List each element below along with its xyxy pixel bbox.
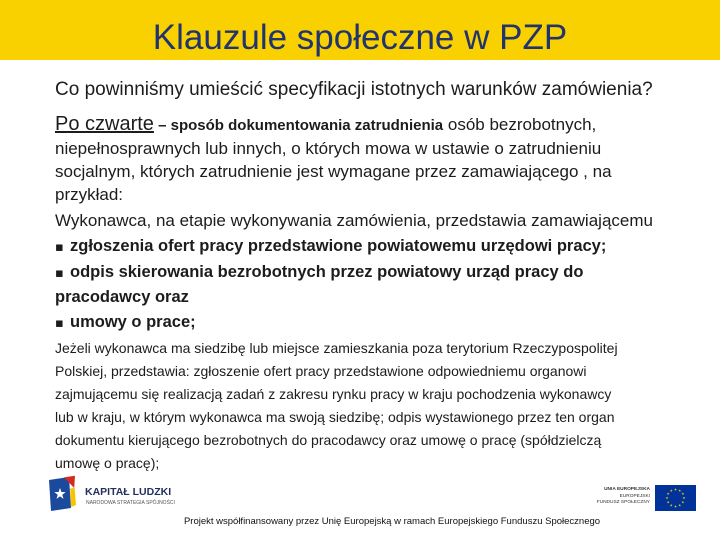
paragraph-line: lub w kraju, w którym wykonawca ma swoją siedzibę; odpis wystawionego przez ten organ (55, 409, 615, 425)
contractor-intro: Wykonawca, na etapie wykonywania zamówienia, przedstawia zamawiającemu (55, 211, 653, 230)
bullet-text: odpis skierowania bezrobotnych przez powiatowy urząd pracy do (70, 263, 584, 281)
kl-logo-yellow-band (70, 488, 76, 507)
cofinancing-note: Projekt współfinansowany przez Unię Europejską w ramach Europejskiego Funduszu Społecznego (183, 516, 601, 527)
bullet-continuation: pracodawcy oraz (55, 288, 189, 306)
point-continuation-line: socjalnym, których zatrudnienie jest wymagane przez zamawiającego , na (55, 162, 612, 181)
point-continuation-line: przykład: (55, 185, 124, 204)
point-continuation-line: niepełnosprawnych lub innych, o których mowa w ustawie o zatrudnieniu (55, 139, 602, 158)
point-heading-line (55, 111, 596, 139)
paragraph-line: zajmującemu się realizacją zadań z zakresu rynku pracy w kraju pochodzenia wykonawcy (55, 386, 612, 402)
foreign-contractor-paragraph (55, 337, 618, 475)
bullet-item (55, 260, 583, 286)
point-lead: Po czwarte (55, 113, 154, 135)
bullet-item (55, 310, 196, 336)
point-emphasis: – sposób dokumentowania zatrudnienia (153, 117, 444, 134)
bullet-marker: ▪ (55, 266, 64, 281)
bullet-text: zgłoszenia ofert pracy przedstawione powiatowemu urzędowi pracy; (70, 237, 607, 255)
eu-logo-text (560, 487, 650, 507)
eu-flag-icon (655, 485, 696, 511)
kapital-ludzki-tagline: NARODOWA STRATEGIA SPÓJNOŚCI (86, 500, 175, 506)
point-first-line-rest: osób bezrobotnych, (443, 115, 597, 134)
paragraph-line: Jeżeli wykonawca ma siedzibę lub miejsce zamieszkania poza terytorium Rzeczypospolitej (55, 340, 618, 356)
paragraph-line: umowę o pracę); (55, 455, 160, 471)
bullet-marker: ▪ (55, 316, 64, 331)
slide-title: Klauzule społeczne w PZP (152, 18, 568, 57)
kapital-ludzki-logo-icon (47, 475, 77, 513)
bullet-marker: ▪ (55, 240, 64, 255)
eu-logo-line: FUNDUSZ SPOŁECZNY (596, 500, 650, 505)
bullet-text: umowy o prace; (70, 313, 196, 331)
eu-logo-line: UNIA EUROPEJSKA (604, 487, 650, 492)
question-text: Co powinniśmy umieścić specyfikacji istotnych warunków zamówienia? (55, 79, 653, 100)
bullet-item (55, 234, 606, 260)
title-banner (0, 0, 720, 60)
paragraph-line: dokumentu kierującego bezrobotnych do pracodawcy oraz umowę o pracę (spółdzielczą (55, 432, 602, 448)
paragraph-line: Polskiej, przedstawia: zgłoszenie ofert pracy przedstawione odpowiedniemu organowi (55, 363, 587, 379)
eu-logo-line: EUROPEJSKI (619, 493, 650, 499)
kapital-ludzki-name: KAPITAŁ LUDZKI (85, 486, 172, 498)
